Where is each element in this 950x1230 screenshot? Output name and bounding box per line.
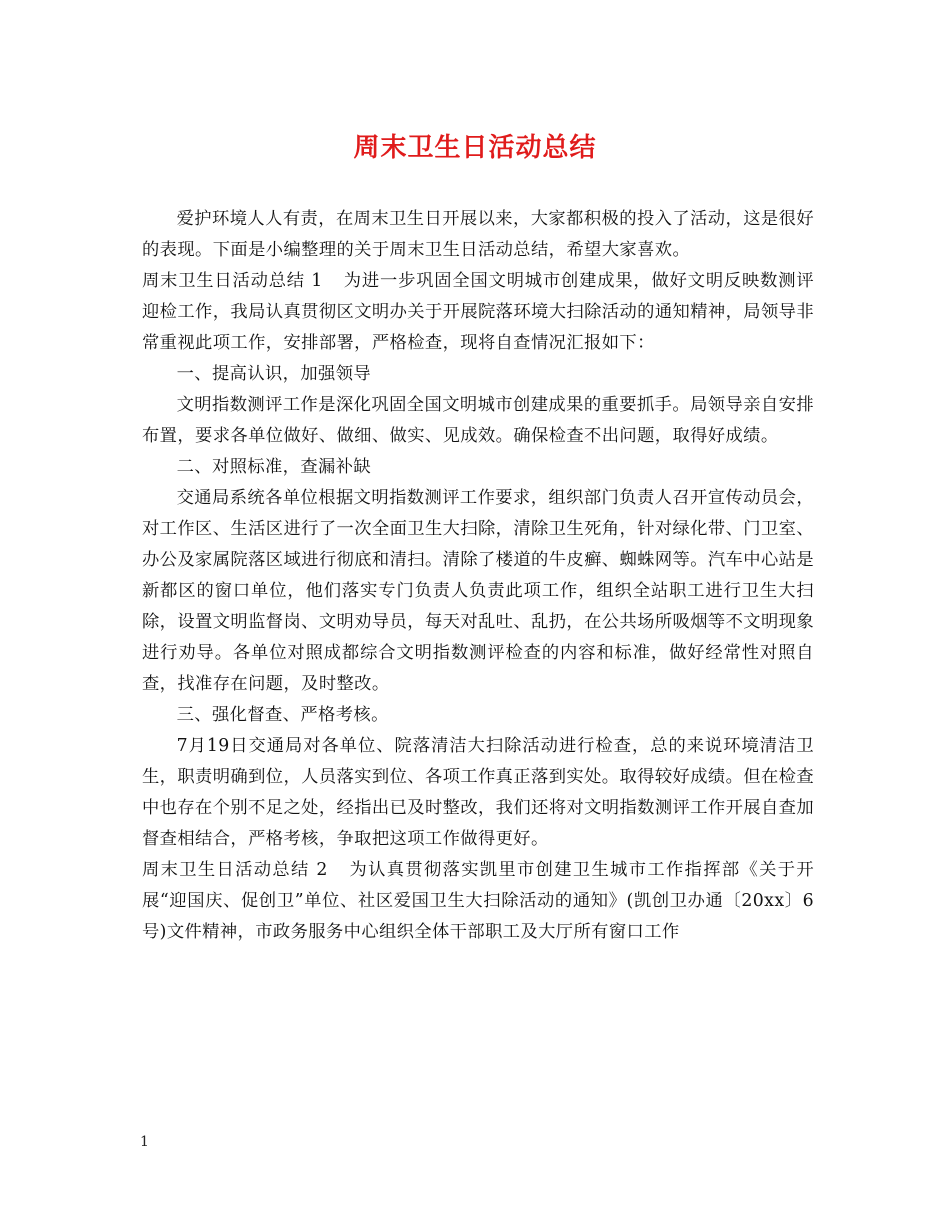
subheading-1: 一、提高认识，加强领导 (176, 364, 372, 384)
section-1-paragraph (142, 266, 814, 359)
intro-paragraph: 爱护环境人人有责，在周末卫生日开展以来，大家都积极的投入了活动，这是很好的表现。下面是小编整理的关于周末卫生日活动总结，希望大家喜欢。 (142, 209, 814, 260)
section-1-heading: 周末卫生日活动总结 1 (142, 271, 323, 291)
section-2-lead: 为认真贯彻落实凯里市创建卫生城市工作指挥部《关于开展“迎国庆、促创卫”单位、社区爱国卫生大扫除活动的通知》(凯创卫办通〔20xx〕6号)文件精神，市政务服务中心组织全体干部职工及大厅所有窗口工作 (142, 860, 814, 942)
page-number: 1 (140, 1134, 149, 1150)
page-title: 周末卫生日活动总结 (353, 133, 597, 163)
subheading-3: 三、强化督查、严格考核。 (176, 705, 389, 725)
paragraph-2: 交通局系统各单位根据文明指数测评工作要求，组织部门负责人召开宣传动员会，对工作区、生活区进行了一次全面卫生大扫除，清除卫生死角，针对绿化带、门卫室、办公及家属院落区域进行彻底和清扫。清除了楼道的牛皮癣、蜘蛛网等。汽车中心站是新都区的窗口单位，他们落实专门负责人负责此项工作，组织全站职工进行卫生大扫除，设置文明监督岗、文明劝导员，每天对乱吐、乱扔，在公共场所吸烟等不文明现象进行劝导。各单位对照成都综合文明指数测评检查的内容和标准，做好经常性对照自查，找准存在问题，及时整改。 (142, 488, 814, 694)
section-2-heading: 周末卫生日活动总结 2 (142, 860, 328, 880)
paragraph-1: 文明指数测评工作是深化巩固全国文明城市创建成果的重要抓手。局领导亲自安排布置，要求各单位做好、做细、做实、见成效。确保检查不出问题，取得好成绩。 (142, 395, 814, 446)
document-body (142, 204, 814, 948)
subheading-2: 二、对照标准，查漏补缺 (176, 457, 372, 477)
paragraph-3: 7月19日交通局对各单位、院落清洁大扫除活动进行检查，总的来说环境清洁卫生，职责明确到位，人员落实到位、各项工作真正落到实处。取得较好成绩。但在检查中也存在个别不足之处，经指出已及时整改，我们还将对文明指数测评工作开展自查加督查相结合，严格考核，争取把这项工作做得更好。 (142, 736, 814, 849)
section-1-lead: 为进一步巩固全国文明城市创建成果，做好文明反映数测评迎检工作，我局认真贯彻区文明办关于开展院落环境大扫除活动的通知精神，局领导非常重视此项工作，安排部署，严格检查，现将自查情况汇报如下： (142, 271, 815, 353)
section-2-paragraph (142, 855, 814, 948)
